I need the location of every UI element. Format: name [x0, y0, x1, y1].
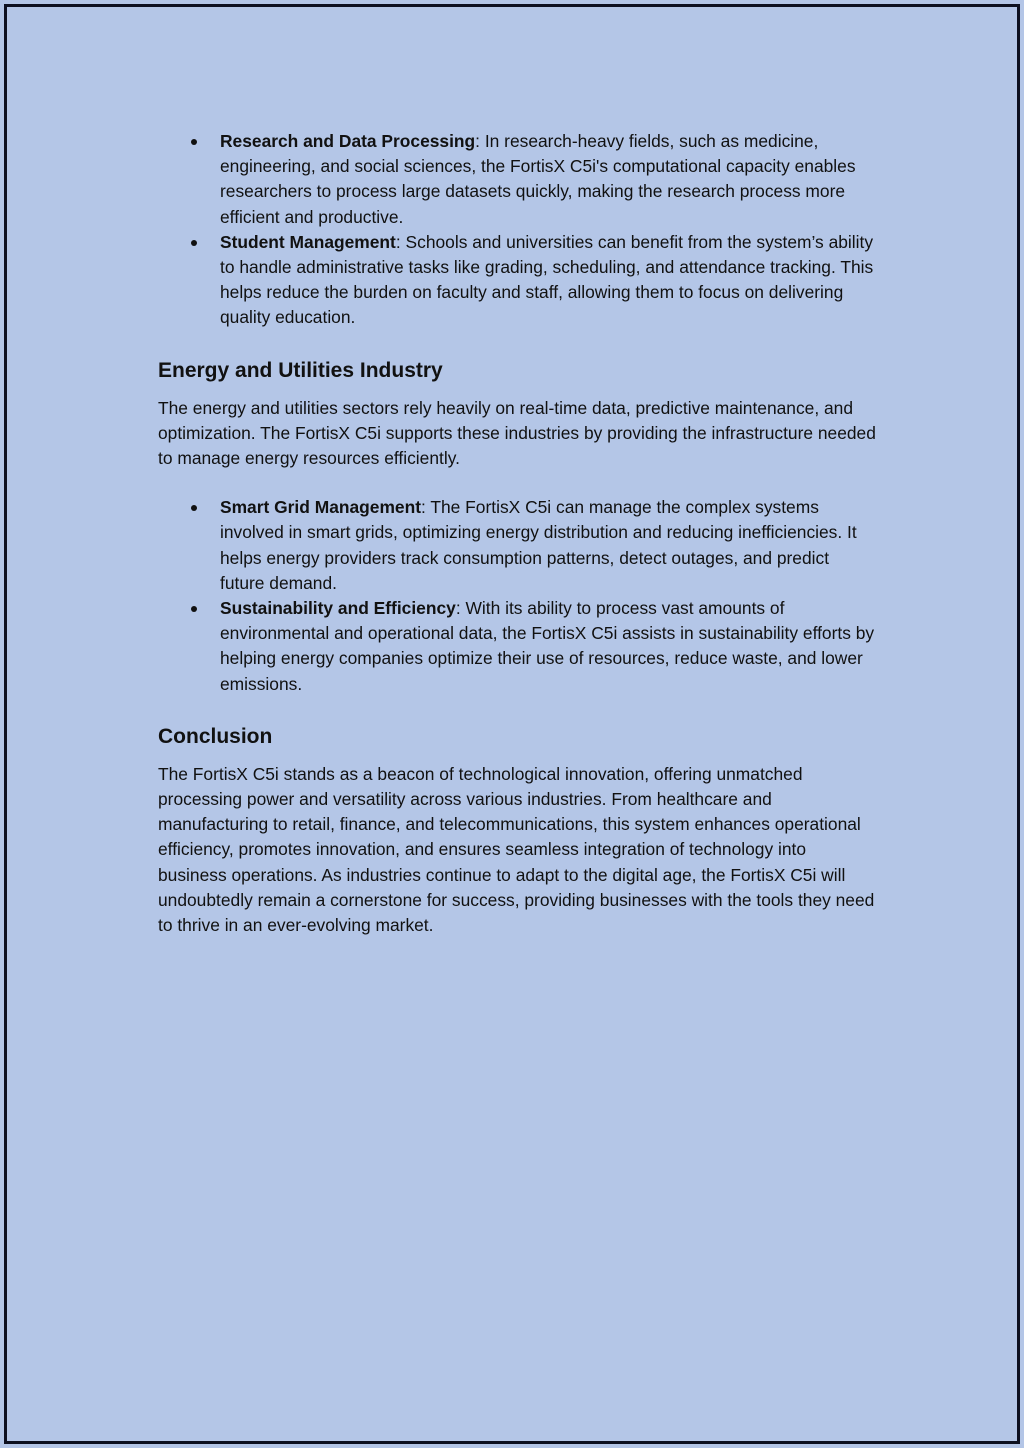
bullet-icon — [191, 606, 197, 612]
list-item — [158, 596, 878, 697]
list-item — [158, 495, 878, 596]
bullet-text: : With its ability to process vast amounts of environmental and operational data, the FortisX C5i assists in sustainability efforts by helping energy companies optimize their use of resources, reduce waste, and lower emissions. — [220, 598, 875, 694]
energy-bullet-list — [158, 495, 878, 697]
bullet-term: Research and Data Processing — [220, 131, 476, 151]
page-content — [158, 129, 878, 938]
bullet-text: : In research-heavy fields, such as medicine, engineering, and social sciences, the FortisX C5i's computational capacity enables researchers to process large datasets quickly, making the research process more efficient and productive. — [220, 131, 856, 227]
bullet-term: Sustainability and Efficiency — [220, 598, 456, 619]
bullet-icon — [191, 139, 197, 145]
list-item — [158, 230, 878, 331]
education-bullet-list — [158, 129, 878, 331]
bullet-icon — [191, 505, 197, 511]
section-heading-energy: Energy and Utilities Industry — [158, 358, 443, 382]
bullet-icon — [191, 240, 197, 246]
document-page — [4, 4, 1020, 1444]
bullet-text: : Schools and universities can benefit from the system’s ability to handle administrative tasks like grading, scheduling, and attendance tracking. This helps reduce the burden on faculty and staff, allowing them to focus on delivering quality education. — [220, 231, 874, 328]
bullet-term: Student Management — [220, 231, 396, 252]
bullet-term: Smart Grid Management — [220, 497, 422, 518]
bullet-text: : The FortisX C5i can manage the complex systems involved in smart grids, optimizing energy distribution and reducing inefficiencies. It helps energy providers track consumption patterns, detect outages, and predict future demand. — [220, 497, 857, 593]
section-heading-conclusion: Conclusion — [158, 724, 273, 748]
energy-intro-paragraph: The energy and utilities sectors rely heavily on real-time data, predictive maintenance, and optimization. The FortisX C5i supports these industries by providing the infrastructure needed to manage energy resources efficiently. — [158, 397, 876, 469]
conclusion-paragraph: The FortisX C5i stands as a beacon of technological innovation, offering unmatched processing power and versatility across various industries. From healthcare and manufacturing to retail, finance, and telecommunications, this system enhances operational efficiency, promotes innovation, and ensures seamless integration of technology into business operations. As industries continue to adapt to the digital age, the FortisX C5i will undoubtedly remain a cornerstone for success, providing businesses with the tools they need to thrive in an ever-evolving market. — [158, 763, 875, 936]
list-item — [158, 129, 878, 230]
